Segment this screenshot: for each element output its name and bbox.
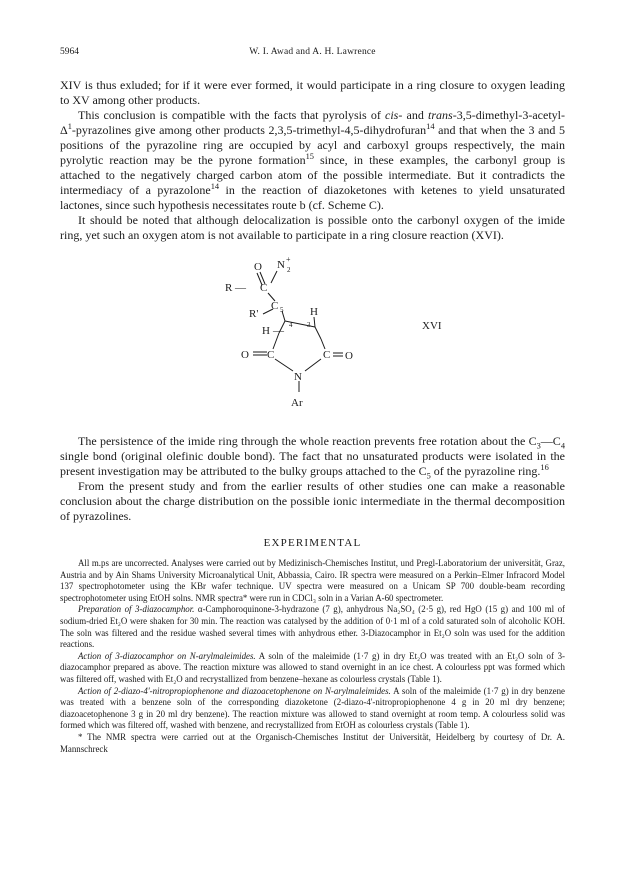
reference-mark: 16 [540, 463, 549, 472]
text-run: The persistence of the imide ring through the whole reaction prevents free rotation about the C [78, 434, 537, 448]
reference-mark: 14 [210, 182, 220, 191]
atom-hydrogen-left: H [262, 325, 270, 337]
experimental-paragraph [60, 651, 565, 686]
positive-charge: + [286, 255, 291, 264]
superscript: 1 [67, 122, 72, 131]
reference-mark: 15 [305, 152, 314, 161]
italic-run: cis- [385, 108, 403, 122]
atom-n2: N [277, 259, 285, 271]
text-run: and that when the 3 and 5 positions of the pyrazoline ring are occupied by acyl and carboxyl groups respectively, the main pyrolytic reaction may be the pyrone formation [60, 123, 565, 167]
text-run: A soln of the maleimide (1·7 g) in dry Et₂O was treated with an Et₂O soln of 3-diazocamphor prepared as above. The reaction mixture was allowed to stand overnight in an ice chest. A colourless ppt was formed which was filtered off, washed with Et₂O and recrystallized from benzene–hexane as colourless crystals (Table 1). [60, 650, 565, 684]
experimental-section [60, 558, 565, 755]
page-header [60, 47, 565, 61]
structure-xvi-diagram [205, 249, 415, 424]
procedure-title: Action of 3-diazocamphor on N-arylmaleimides. [78, 650, 256, 661]
atom-oxygen-right: O [345, 350, 353, 362]
structure-label: XVI [422, 320, 442, 332]
footnote: * The NMR spectra were carried out at the Organisch-Chemisches Institut der Universität, Heidelberg by courtesy of Dr. A. Mannschreck [60, 731, 565, 754]
reference-mark: 14 [426, 122, 435, 131]
text-run: of the pyrazoline ring. [430, 464, 541, 478]
atom-r: R [225, 282, 233, 294]
paragraph-5: From the present study and from the earlier results of other studies one can make a reasonable conclusion about the charge distribution on the possible ionic intermediate in the thermal decomposition of pyrazolines. [60, 479, 565, 523]
text-run: —C [540, 434, 561, 448]
text-run: and [402, 108, 429, 122]
text-run: -pyrazolines give among other products 2,3,5-trimethyl-4,5-dihydrofuran [71, 123, 427, 137]
atom-carbon-left: C [267, 349, 275, 361]
text-run: single bond (original olefinic double bond). The fact that no unsaturated products were isolated in the present investigation may be attributed to the bulky groups attached to the C [60, 449, 565, 478]
text-run: since, in these examples, the carbonyl group is attached to the negatively charged carbon atom of the possible intermediate. But it contradicts the intermediacy of a pyrazolone [60, 153, 565, 197]
structure-figure [60, 249, 565, 424]
position-4-label: 4 [289, 321, 293, 329]
subscript: 5 [426, 471, 431, 481]
bond-dash-left: — [273, 325, 284, 337]
atom-carbon-right: C [323, 349, 331, 361]
atom-carbonyl-carbon: C [260, 282, 268, 294]
atom-r-prime: R' [249, 308, 259, 320]
paragraph-3: It should be noted that although delocalization is possible onto the carbonyl oxygen of the imide ring, yet such an oxygen atom is not available to participate in a ring closure reaction (XVI). [60, 213, 565, 242]
experimental-paragraph [60, 686, 565, 732]
atom-n2-subscript: 2 [287, 266, 291, 274]
experimental-paragraph [60, 604, 565, 650]
paragraph-4 [60, 434, 565, 479]
text-run: A soln of the maleimide (1·7 g) in dry benzene was treated with a benzene soln of the corresponding diazoketone (2-diazo-4'-nitropropiophenone 4 g in 20 ml dry benzene; diazoacetophenone 3 g in 20 ml dry benzene). The reaction mixture was allowed to stand overnight at room temp. A colourless solid was formed which was filtered off, washed with benzene, and recrystallized from EtOH as colourless crystals (Table 1). [60, 685, 565, 731]
text-run: This conclusion is compatible with the facts that pyrolysis of [78, 108, 386, 122]
text-run: α-Camphoroquinone-3-hydrazone (7 g), anhydrous Na₂SO₄ (2·5 g), red HgO (15 g) and 100 ml of sodium-dried Et₂O were shaken for 30 min. The reaction was catalysed by the addition of 0·1 ml of a cold saturated soln of alcoholic KOH. The soln was filtered and the residue washed several times with anhydrous ether. 3-Diazocamphor in Et₂O soln was used for the addition reactions. [60, 604, 566, 650]
text-run: 3,5-dimethyl-3-acetyl-Δ [60, 108, 565, 137]
procedure-title: Action of 2-diazo-4'-nitropropiophenone and diazoacetophenone on N-arylmaleimides. [78, 685, 391, 696]
article-body [60, 78, 565, 755]
atom-oxygen: O [254, 261, 262, 273]
section-heading: EXPERIMENTAL [263, 537, 362, 549]
italic-run: trans- [428, 108, 457, 122]
atom-c5-subscript: 5 [280, 306, 284, 314]
procedure-title: Preparation of 3-diazocamphor. [78, 604, 195, 615]
atom-c5: C [271, 300, 279, 312]
paragraph-1: XIV is thus exluded; for if it were ever formed, it would participate in a ring closure to oxygen leading to XV among other products. [60, 78, 565, 107]
position-3-label: 3 [307, 321, 311, 329]
aryl-group: Ar [291, 397, 303, 409]
atom-oxygen-left: O [241, 349, 249, 361]
bond-dash: — [235, 282, 246, 294]
subscript: 4 [560, 441, 565, 451]
experimental-paragraph: All m.ps are uncorrected. Analyses were carried out by Medizinisch-Chemisches Institut, und Pregl-Laboratorium der universität, Graz, Austria and by Ain Shams University Microanalytical Unit, Abbassia, Cairo. IR spectra were measured on a Perkin–Elmer Infracord Model 137 spectrophotometer using the KBr wafer technique. UV spectra were measured on a Unicam SP 700 double-beam recording spectrophotometer using EtOH solns. NMR spectra* were run in CDCl₃ soln in a Varian A-60 spectrometer. [60, 558, 565, 603]
running-head: W. I. Awad and A. H. Lawrence [249, 47, 376, 57]
atom-nitrogen-ring: N [294, 371, 302, 383]
atom-hydrogen-right: H [310, 306, 318, 318]
paragraph-2 [60, 108, 565, 213]
page-number: 5964 [60, 47, 79, 57]
subscript: 3 [536, 441, 541, 451]
text-run: in the reaction of diazoketones with ketenes to yield unsaturated lactones, since such hypothesis necessitates route b (cf. Scheme C). [60, 183, 565, 212]
